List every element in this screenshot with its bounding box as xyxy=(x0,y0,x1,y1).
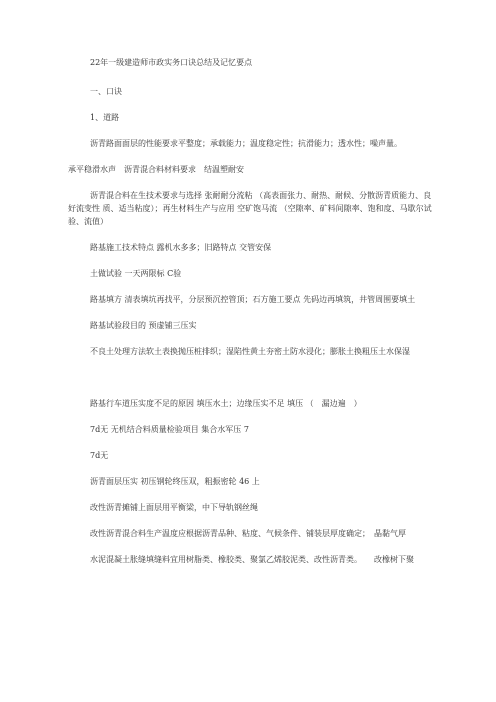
paragraph: 沥青混合料在生技术要求与选择 张耐耐分流粘 （高表面张力、耐热、耐候、分散沥青质能力、良好流变性 质、适当粘度）；再生材料生产与应用 空矿饱马流 （空隙率、矿料间隙率、饱和度、马歇尔试验、流值） xyxy=(68,191,432,226)
paragraph: 改性沥青混合料生产温度应根据沥青品种、粘度、气候条件、铺装层厚度确定； 晶黏气厚 xyxy=(90,529,406,538)
subsection-heading: 1、道路 xyxy=(90,113,120,122)
paragraph: 土做试验 一天两限标 C验 xyxy=(90,269,182,278)
paragraph: 沥青路面面层的性能要求平整度；承载能力；温度稳定性；抗滑能力；透水性；噪声量。 xyxy=(90,139,402,148)
spacer xyxy=(68,371,438,397)
paragraph: 承平稳滑水声 沥青混合料材料要求 结温塑耐安 xyxy=(68,165,244,174)
paragraph: 7d无 xyxy=(90,451,109,460)
paragraph: 路基行车道压实度不足的原因 填压水土；边缘压实不足 填压 （ 漏边遍 ） xyxy=(90,399,362,408)
section-heading: 一、口诀 xyxy=(90,87,122,96)
document-title: 22年一级建造师市政实务口诀总结及记忆要点 xyxy=(90,58,253,67)
paragraph: 不良土处理方法软土表换抛压桩排织；湿陷性黄土夯密土防水浸化；膨胀土换粗压土水保湿 xyxy=(90,347,410,356)
paragraph: 7d无 无机结合料质量检验项目 集合水军压 7 xyxy=(90,425,249,434)
document-body xyxy=(68,56,438,579)
paragraph: 路基施工技术特点 露机水多多；旧路特点 交管安保 xyxy=(90,243,272,252)
paragraph: 沥青面层压实 初压钢轮终压双，粗振密轮 46 上 xyxy=(90,477,260,486)
paragraph: 路基试验段目的 预虚铺三压实 xyxy=(90,321,197,330)
paragraph: 改性沥青摊铺上面层用平衡梁，中下导轨钢丝绳 xyxy=(90,503,258,512)
paragraph: 路基填方 清表填坑再找平，分层预沉控管顶；石方施工要点 先码边再填筑，井管周围要填土 xyxy=(90,295,416,304)
paragraph: 水泥混凝土胀缝填缝料宜用树脂类、橡胶类、聚氯乙烯胶泥类、改性沥青类。 改橡树下聚 xyxy=(90,555,414,564)
